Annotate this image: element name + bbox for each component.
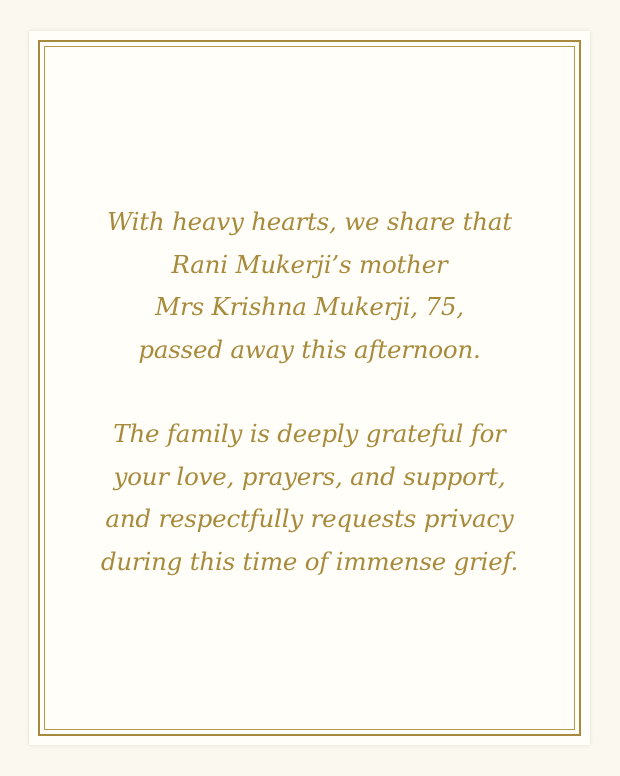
message-line: The family is deeply grateful for	[113, 419, 506, 448]
message-line: With heavy hearts, we share that	[107, 207, 512, 236]
message-line: Rani Mukerji’s mother	[171, 249, 448, 279]
message-line: and respectfully requests privacy	[105, 504, 514, 533]
announcement-paragraph	[69, 201, 550, 371]
message-line: Mrs Krishna Mukerji, 75,	[155, 292, 464, 321]
gratitude-paragraph	[69, 413, 550, 583]
condolence-card	[29, 31, 590, 745]
message-line: your love, prayers, and support,	[113, 461, 506, 491]
message-line: during this time of immense grief.	[100, 546, 519, 576]
message-line: passed away this afternoon.	[138, 334, 481, 364]
condolence-message	[69, 201, 550, 583]
